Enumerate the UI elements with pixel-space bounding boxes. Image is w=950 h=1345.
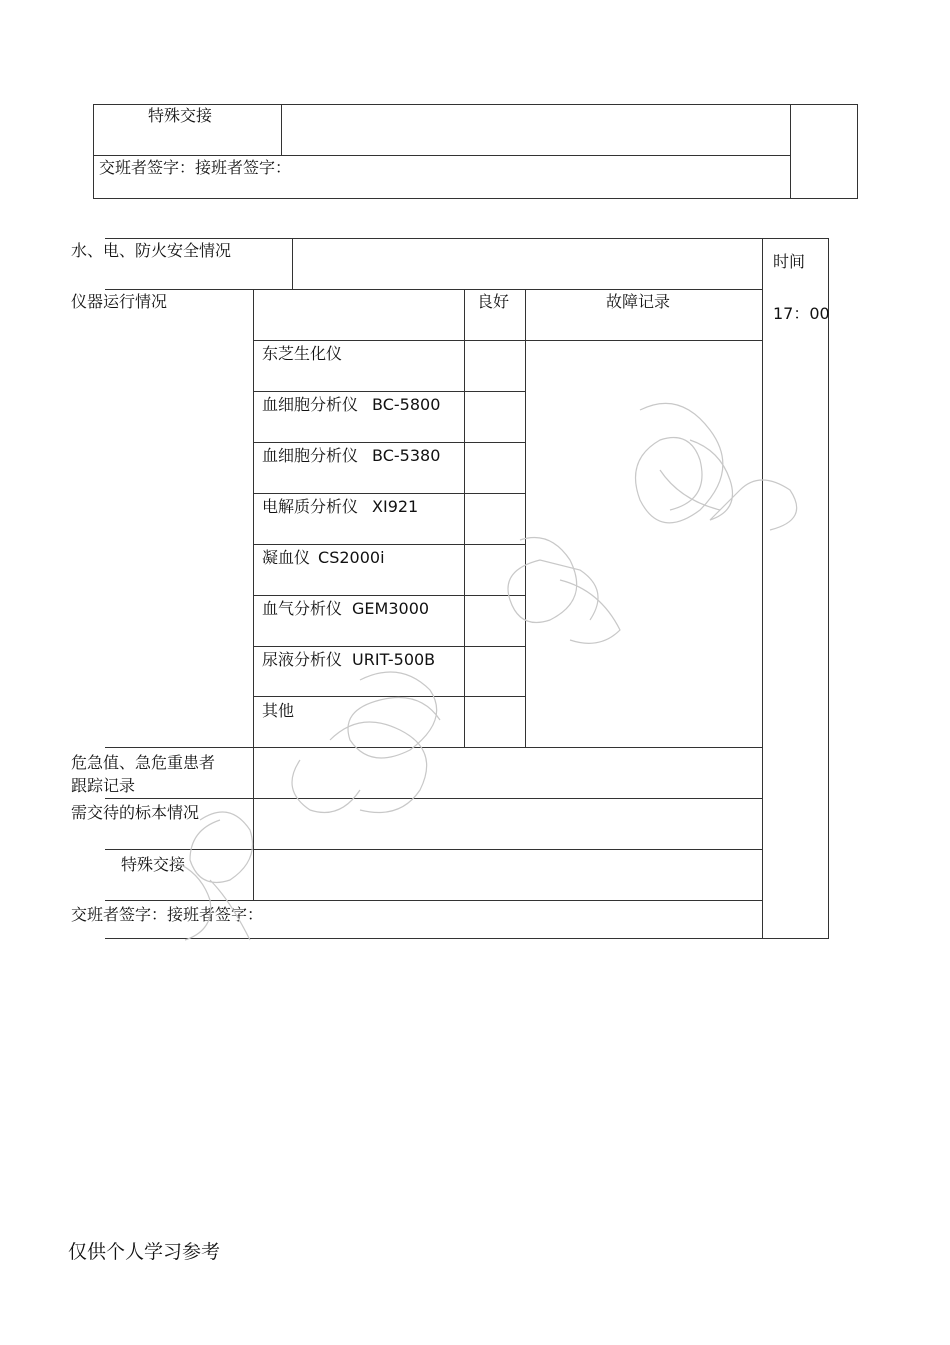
- rule: [105, 747, 763, 748]
- top-special-handover-label: 特殊交接: [148, 106, 213, 125]
- rule: [790, 104, 791, 199]
- rule: [105, 798, 763, 799]
- instrument-model: XI921: [372, 497, 419, 516]
- rule: [253, 340, 525, 341]
- instrument-row: [262, 395, 440, 415]
- rule: [292, 238, 293, 290]
- rule: [105, 289, 763, 290]
- special-handover-label: 特殊交接: [121, 855, 186, 874]
- rule: [857, 104, 858, 199]
- specimen-label: 需交待的标本情况: [71, 803, 200, 822]
- instrument-row: [262, 599, 429, 619]
- rule: [253, 442, 525, 443]
- rule: [105, 938, 829, 939]
- rule: [281, 104, 282, 156]
- critical-label-line2: 跟踪记录: [71, 776, 136, 795]
- rule: [253, 595, 525, 596]
- instrument-name: 其他: [262, 701, 295, 720]
- instrument-row: [262, 446, 440, 466]
- instrument-row: [262, 497, 418, 517]
- instrument-name: 血气分析仪: [262, 599, 343, 618]
- good-header: 良好: [477, 292, 510, 311]
- rule: [93, 104, 94, 199]
- instrument-model: URIT-500B: [352, 650, 436, 669]
- rule: [105, 238, 829, 239]
- safety-label: 水、电、防火安全情况: [71, 241, 232, 260]
- rule: [253, 493, 525, 494]
- rule: [762, 238, 763, 939]
- instrument-model: BC-5800: [372, 395, 441, 414]
- instrument-name: 电解质分析仪: [262, 497, 359, 516]
- instrument-model: CS2000i: [318, 548, 385, 567]
- rule: [828, 238, 829, 939]
- instrument-model: BC-5380: [372, 446, 441, 465]
- instrument-name: 东芝生化仪: [262, 344, 343, 363]
- rule: [525, 289, 526, 747]
- instrument-row: [262, 344, 342, 364]
- rule: [253, 646, 525, 647]
- top-signatures-label: 交班者签字：接班者签字：: [99, 158, 292, 177]
- instrument-name: 凝血仪: [262, 548, 311, 567]
- rule: [253, 289, 254, 900]
- signatures-label: 交班者签字：接班者签字：: [71, 905, 264, 924]
- rule: [253, 544, 525, 545]
- rule: [253, 391, 525, 392]
- rule: [105, 849, 763, 850]
- instrument-model: GEM3000: [352, 599, 430, 618]
- instrument-row: [262, 650, 435, 670]
- rule: [105, 900, 763, 901]
- instrument-row: [262, 701, 294, 721]
- instrument-name: 血细胞分析仪: [262, 446, 359, 465]
- instrument-row: [262, 548, 385, 568]
- instrument-name: 尿液分析仪: [262, 650, 343, 669]
- time-value: 17：00: [773, 304, 830, 323]
- instrument-name: 血细胞分析仪: [262, 395, 359, 414]
- rule: [253, 696, 525, 697]
- footer-note: 仅供个人学习参考: [68, 1241, 221, 1263]
- critical-label: 危急值、急危重患者: [71, 753, 216, 772]
- instrument-label: 仪器运行情况: [71, 292, 168, 311]
- rule: [464, 289, 465, 747]
- rule: [525, 340, 763, 341]
- time-header: 时间: [773, 252, 806, 271]
- rule: [93, 155, 791, 156]
- rule: [93, 104, 858, 105]
- fault-header: 故障记录: [606, 292, 671, 311]
- rule: [93, 198, 858, 199]
